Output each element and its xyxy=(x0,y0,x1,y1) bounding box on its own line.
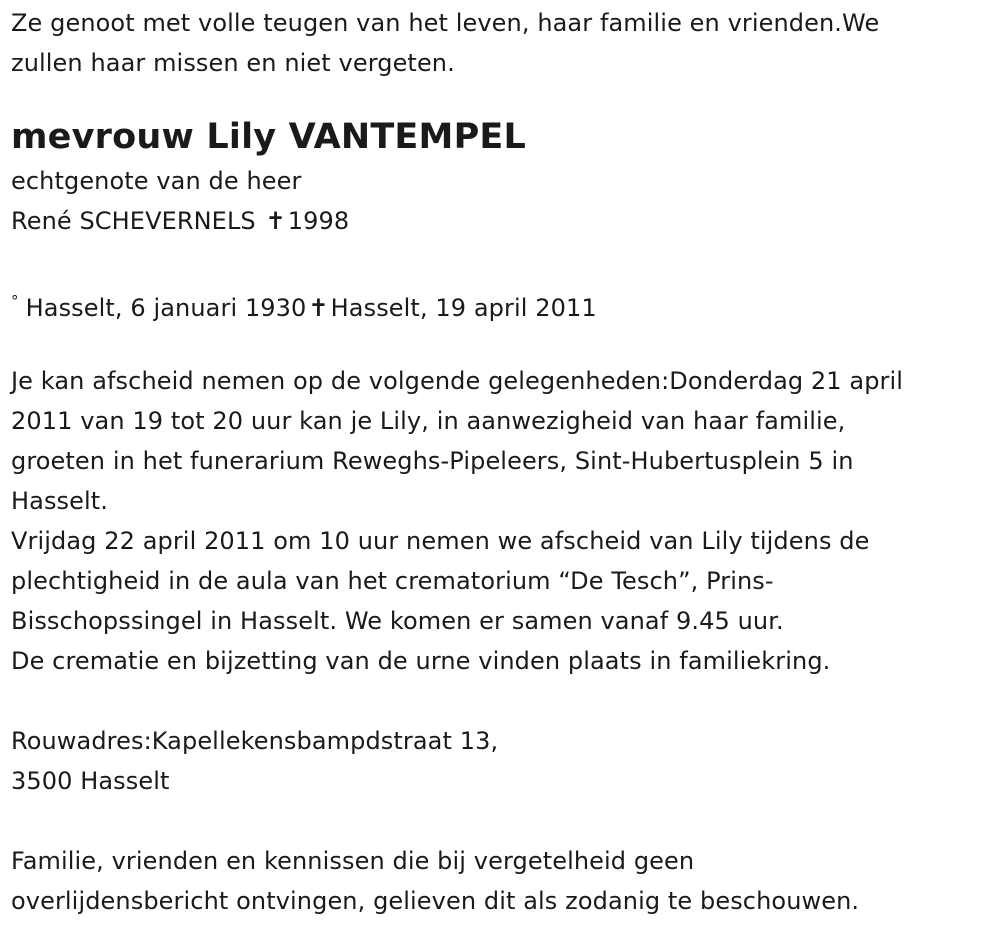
cross-icon: ✝ xyxy=(265,207,286,235)
spouse-name-line xyxy=(11,201,1000,241)
intro-line-2: zullen haar missen en niet vergeten. xyxy=(11,49,455,77)
spacer xyxy=(11,681,1000,721)
birth-marker-icon: ° xyxy=(11,292,19,310)
address-line-2: 3500 Hasselt xyxy=(11,767,170,795)
farewell-line: Vrijdag 22 april 2011 om 10 uur nemen we afscheid van Lily tijdens de xyxy=(11,527,870,555)
farewell-section xyxy=(11,361,1000,681)
farewell-line: groeten in het funerarium Reweghs-Pipeleers, Sint-Hubertusplein 5 in xyxy=(11,447,854,475)
spouse-line: echtgenote van de heer xyxy=(11,167,302,195)
spacer xyxy=(11,321,1000,361)
farewell-line: Bisschopssingel in Hasselt. We komen er samen vanaf 9.45 uur. xyxy=(11,607,784,635)
farewell-line: 2011 van 19 tot 20 uur kan je Lily, in aanwezigheid van haar familie, xyxy=(11,407,846,435)
farewell-line: plechtigheid in de aula van het crematorium “De Tesch”, Prins- xyxy=(11,567,774,595)
farewell-line: De crematie en bijzetting van de urne vinden plaats in familiekring. xyxy=(11,647,831,675)
farewell-line: Hasselt. xyxy=(11,487,109,515)
spacer xyxy=(11,241,1000,281)
closing-line-1: Familie, vrienden en kennissen die bij vergetelheid geen xyxy=(11,847,695,875)
deceased-name: mevrouw Lily VANTEMPEL xyxy=(11,117,527,157)
birth-date: Hasselt, 6 januari 1930 xyxy=(25,294,307,322)
spouse-death-year: 1998 xyxy=(287,207,350,235)
spacer xyxy=(11,801,1000,841)
death-date: Hasselt, 19 april 2011 xyxy=(330,294,597,322)
address-line-1: Rouwadres:Kapellekensbampdstraat 13, xyxy=(11,727,499,755)
life-dates xyxy=(11,281,1000,321)
closing-line-2: overlijdensbericht ontvingen, gelieven dit als zodanig te beschouwen. xyxy=(11,887,860,915)
intro-line-1: Ze genoot met volle teugen van het leven, haar familie en vrienden.We xyxy=(11,9,880,37)
spouse-name: René SCHEVERNELS xyxy=(11,207,256,235)
farewell-line: Je kan afscheid nemen op de volgende gelegenheden:Donderdag 21 april xyxy=(11,367,904,395)
cross-icon: ✝ xyxy=(308,294,329,322)
